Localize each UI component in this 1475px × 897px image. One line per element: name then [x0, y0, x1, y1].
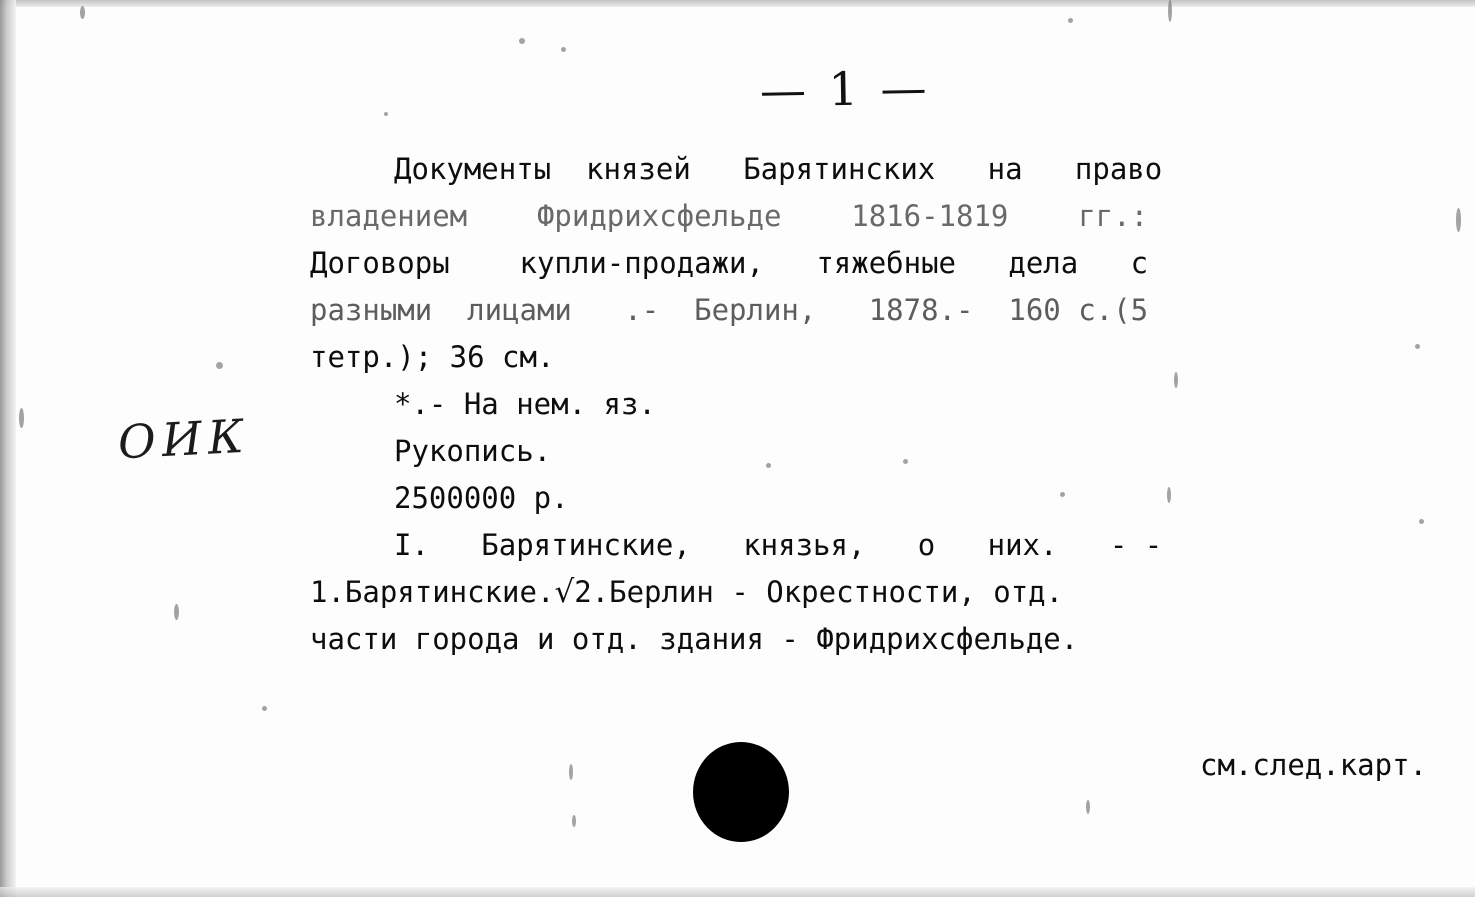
page-number: — 1 —	[759, 60, 931, 118]
scan-left-edge	[0, 0, 16, 897]
index-line-1	[310, 569, 1440, 616]
title-line-3: Договоры купли-продажи, тяжебные дела с	[310, 246, 1149, 280]
scan-bottom-edge	[0, 887, 1475, 897]
check-icon: √	[554, 574, 575, 610]
scan-speck	[1086, 800, 1090, 814]
title-line-4: разными лицами .- Берлин, 1878.- 160 с.(5	[310, 293, 1149, 327]
title-line-1: Документы князей Барятинских на право	[394, 152, 1163, 186]
record-text	[310, 146, 1440, 663]
subject-heading: I. Барятинские, князья, о них. - -	[394, 528, 1163, 562]
scan-speck	[384, 112, 388, 116]
scan-top-edge	[0, 0, 1475, 7]
price-note: 2500000 р.	[394, 481, 569, 515]
title-line-5: тетр.); 36 см.	[310, 340, 555, 374]
scan-speck	[174, 604, 179, 620]
scan-speck	[519, 38, 525, 44]
see-next-card-note: см.след.карт.	[1200, 748, 1427, 782]
ink-blot-mark	[693, 742, 789, 842]
scan-speck	[561, 47, 566, 52]
index-entry-2: 2.Берлин - Окрестности, отд.	[574, 575, 1064, 609]
index-line-2: части города и отд. здания - Фридрихсфельде.	[310, 622, 1079, 656]
scan-speck	[19, 408, 24, 428]
scan-speck	[216, 362, 223, 369]
scan-speck	[1068, 18, 1073, 23]
scan-speck	[572, 815, 576, 827]
note-language: *.- На нем. яз.	[394, 387, 656, 421]
scan-speck	[1456, 208, 1461, 232]
handwritten-stamp: ОИК	[116, 408, 251, 470]
index-entry-1: 1.Барятинские.	[310, 575, 555, 609]
scan-speck	[262, 706, 267, 711]
scan-speck	[569, 764, 573, 780]
note-manuscript: Рукопись.	[394, 434, 552, 468]
scan-speck	[80, 6, 85, 19]
scan-speck	[1168, 0, 1172, 22]
title-line-2: владением Фридрихсфельде 1816-1819 гг.:	[310, 199, 1149, 233]
